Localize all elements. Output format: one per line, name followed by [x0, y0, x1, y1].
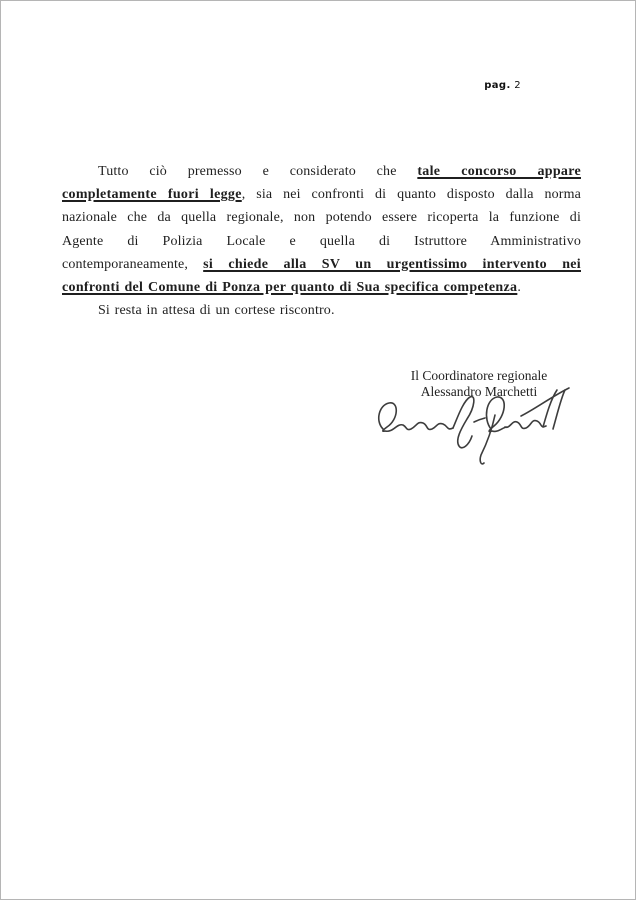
closing-line [62, 299, 581, 322]
paragraph-line-4 [62, 230, 581, 253]
body-text: nazionale che da quella regionale, non potendo essere ricoperta la funzione di [62, 210, 581, 226]
emphasized-text: si chiede alla SV un urgentissimo intervento nei [203, 256, 581, 272]
emphasized-text: completamente fuori legge [62, 187, 242, 203]
page-number-value: 2 [510, 80, 521, 91]
paragraph-line-3 [62, 206, 581, 229]
letter-body [62, 160, 581, 322]
body-text: Tutto ciò premesso e considerato che [98, 164, 418, 179]
paragraph-line-6 [62, 276, 581, 299]
signatory-name: Alessandro Marchetti [420, 383, 538, 399]
body-text: . [517, 280, 521, 296]
signatory-role: Il Coordinatore regionale [410, 368, 548, 383]
body-text: Agente di Polizia Locale e quella di Istruttore Amministrativo [62, 233, 581, 249]
body-text: contemporaneamente, [62, 256, 204, 272]
handwritten-signature-icon [373, 385, 571, 469]
page-number [484, 80, 521, 91]
body-text: Si resta in attesa di un cortese riscontro. [98, 303, 335, 319]
emphasized-text: tale concorso appare [417, 164, 581, 179]
emphasized-text: confronti del Comune di Ponza per quanto di Sua specifica competenza [62, 280, 518, 296]
paragraph-line-1 [62, 160, 581, 183]
body-text: , sia nei confronti di quanto disposto dalla norma [241, 187, 581, 203]
page-number-label: pag. [484, 80, 511, 91]
paragraph-line-2 [62, 183, 581, 206]
paragraph-line-5 [62, 253, 581, 276]
